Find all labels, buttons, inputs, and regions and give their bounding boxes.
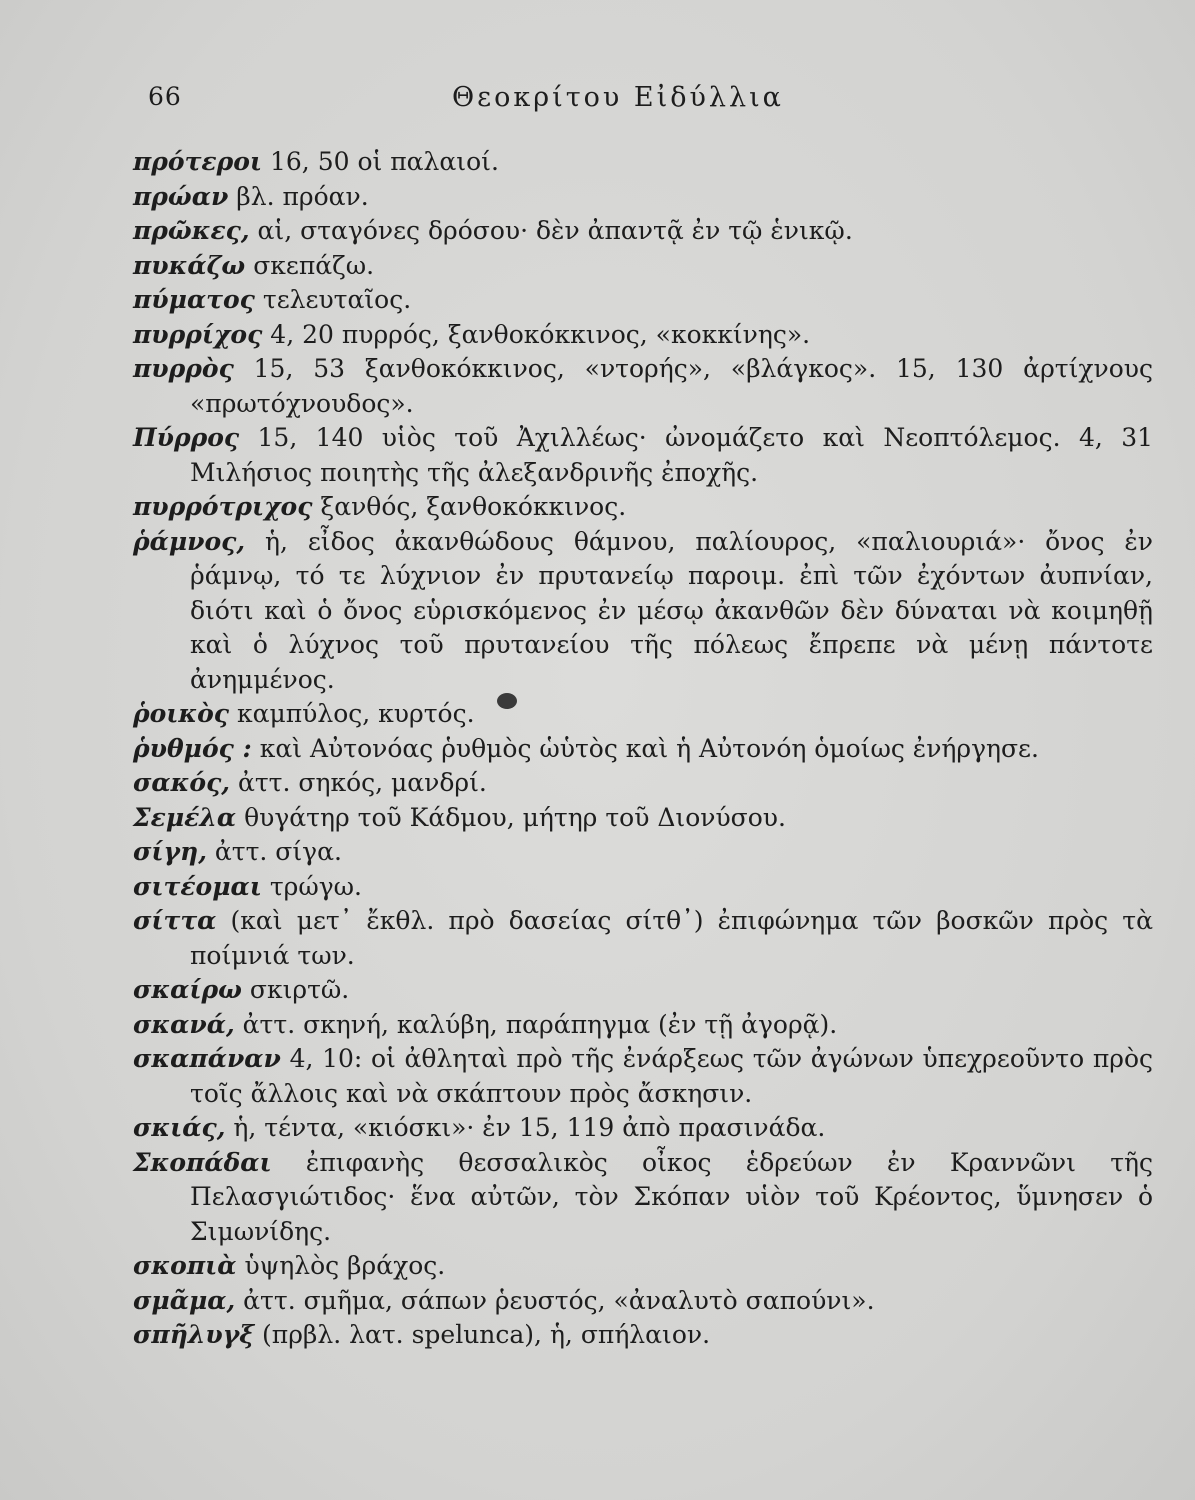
entry-headword: σακός, — [133, 768, 231, 797]
entry-definition: (πρβλ. λατ. spelunca), ἡ, σπήλαιον. — [262, 1320, 711, 1349]
glossary-entry — [133, 870, 1153, 905]
entry-headword: πυκάζω — [133, 250, 246, 280]
entry-definition: ἡ, τέντα, «κιόσκι»· ἐν 15, 119 ἀπὸ πρασινάδα. — [233, 1113, 826, 1142]
entry-headword: σκανά, — [133, 1009, 235, 1039]
glossary-entry — [133, 214, 1153, 249]
entry-headword: πρῶκες, — [133, 216, 250, 245]
glossary-entry — [133, 1249, 1153, 1284]
page-number: 66 — [148, 82, 182, 111]
entry-headword: σκαίρω — [133, 975, 242, 1004]
page-header — [148, 82, 816, 122]
glossary-entry — [133, 1146, 1153, 1250]
glossary-entry — [133, 180, 1153, 215]
entry-definition: 15, 53 ξανθοκόκκινος, «ντορής», «βλάγκος». 15, 130 ἀρτίχνους «πρωτόχνουδος». — [190, 354, 1153, 418]
entry-definition: καμπύλος, κυρτός. — [237, 699, 475, 728]
entry-headword: πρότεροι — [133, 147, 263, 176]
entry-definition: τρώγω. — [269, 871, 362, 901]
entry-headword: πύματος — [133, 285, 255, 314]
glossary-entry — [133, 1111, 1153, 1146]
glossary-entries — [133, 145, 1153, 1353]
entry-headword: σκιάς, — [133, 1113, 226, 1142]
entry-definition: ἡ, εἶδος ἀκανθώδους θάμνου, παλίουρος, «παλιουριά»· ὄνος ἐν ῥάμνῳ, τό τε λύχνιον ἐν πρυτανείῳ παροιμ. ἐπὶ τῶν ἐχόντων ἀυπνίαν, διότι καὶ ὁ ὄνος εὑρισκόμενος ἐν μέσῳ ἀκανθῶν δὲν δύναται νὰ κοιμηθῇ καὶ ὁ λύχνος τοῦ πρυτανείου τῆς πόλεως ἔπρεπε νὰ μένῃ πάντοτε ἀνημμένος. — [190, 526, 1153, 694]
entry-headword: σμᾶμα, — [133, 1285, 236, 1315]
entry-headword: σίττα — [133, 906, 217, 935]
entry-definition: 16, 50 οἱ παλαιοί. — [269, 147, 499, 176]
running-title: Θεοκρίτου Εἰδύλλια — [452, 82, 784, 113]
glossary-entry — [133, 421, 1153, 490]
entry-headword: πυρρίχος — [133, 319, 263, 349]
entry-definition: θυγάτηρ τοῦ Κάδμου, μήτηρ τοῦ Διονύσου. — [244, 802, 786, 832]
ink-blot — [497, 693, 517, 709]
glossary-entry — [133, 525, 1153, 698]
glossary-entry — [133, 766, 1153, 801]
entry-definition: σκιρτῶ. — [249, 975, 350, 1004]
glossary-entry — [133, 801, 1153, 836]
glossary-entry — [133, 283, 1153, 318]
glossary-entry — [133, 835, 1153, 870]
glossary-entry — [133, 1318, 1153, 1353]
entry-headword: σίγη, — [133, 837, 207, 866]
glossary-entry — [133, 249, 1153, 284]
entry-headword: σκοπιὰ — [133, 1251, 237, 1280]
entry-headword: σκαπάναν — [133, 1044, 281, 1073]
entry-headword: πυρρὸς — [133, 354, 234, 383]
entry-headword: σπῆλυγξ — [133, 1320, 255, 1349]
glossary-entry — [133, 490, 1153, 525]
entry-headword: Σκοπάδαι — [133, 1147, 272, 1177]
entry-headword: πρώαν — [133, 181, 229, 211]
entry-headword: Σεμέλα — [133, 802, 237, 832]
entry-definition: βλ. πρόαν. — [236, 181, 369, 211]
glossary-entry — [133, 1008, 1153, 1043]
entry-definition: 4, 10: οἱ ἀθληταὶ πρὸ τῆς ἐνάρξεως τῶν ἀγώνων ὑπεχρεοῦντο πρὸς τοῖς ἄλλοις καὶ νὰ σκάπτουν πρὸς ἄσκησιν. — [190, 1044, 1153, 1108]
entry-definition: ἀττ. σίγα. — [214, 837, 342, 866]
glossary-entry — [133, 145, 1153, 180]
entry-definition: 15, 140 υἱὸς τοῦ Ἀχιλλέως· ὠνομάζετο καὶ Νεοπτόλεμος. 4, 31 Μιλήσιος ποιητὴς τῆς ἀλεξανδρινῆς ἐποχῆς. — [190, 423, 1154, 487]
entry-definition: ξανθός, ξανθοκόκκινος. — [320, 492, 627, 521]
entry-definition: αἱ, σταγόνες δρόσου· δὲν ἀπαντᾷ ἐν τῷ ἑνικῷ. — [257, 216, 853, 245]
entry-definition: ἐπιφανὴς θεσσαλικὸς οἶκος ἑδρεύων ἐν Κραννῶνι τῆς Πελασγιώτιδος· ἕνα αὐτῶν, τὸν Σκόπαν υἱὸν τοῦ Κρέοντος, ὕμνησεν ὁ Σιμωνίδης. — [190, 1147, 1154, 1246]
entry-headword: ῥυθμός : — [133, 733, 252, 763]
entry-definition: τελευταῖος. — [262, 285, 412, 314]
entry-definition: ἀττ. σκηνή, καλύβη, παράπηγμα (ἐν τῇ ἀγορᾷ). — [242, 1009, 838, 1039]
glossary-entry — [133, 904, 1153, 973]
glossary-entry — [133, 1042, 1153, 1111]
entry-definition: 4, 20 πυρρός, ξανθοκόκκινος, «κοκκίνης». — [270, 319, 811, 349]
entry-headword: σιτέομαι — [133, 871, 262, 901]
glossary-entry — [133, 318, 1153, 353]
entry-headword: ῥοικὸς — [133, 699, 230, 728]
glossary-entry — [133, 732, 1153, 767]
entry-definition: σκεπάζω. — [253, 250, 375, 280]
entry-definition: καὶ Αὐτονόας ῥυθμὸς ὡὑτὸς καὶ ἡ Αὐτονόη ὁμοίως ἐνήργησε. — [259, 733, 1039, 763]
glossary-entry — [133, 352, 1153, 421]
glossary-entry — [133, 697, 1153, 732]
glossary-entry — [133, 1284, 1153, 1319]
entry-definition: ἀττ. σμῆμα, σάπων ῥευστός, «ἀναλυτὸ σαπούνι». — [243, 1285, 875, 1315]
entry-definition: (καὶ μετ᾽ ἔκθλ. πρὸ δασείας σίτθ᾽) ἐπιφώνημα τῶν βοσκῶν πρὸς τὰ ποίμνιά των. — [190, 906, 1153, 970]
entry-definition: ὑψηλὸς βράχος. — [244, 1251, 446, 1280]
entry-headword: πυρρότριχος — [133, 492, 313, 521]
glossary-entry — [133, 973, 1153, 1008]
entry-headword: ῥάμνος, — [133, 526, 246, 556]
entry-headword: Πύρρος — [133, 423, 240, 452]
entry-definition: ἀττ. σηκός, μανδρί. — [237, 768, 487, 797]
